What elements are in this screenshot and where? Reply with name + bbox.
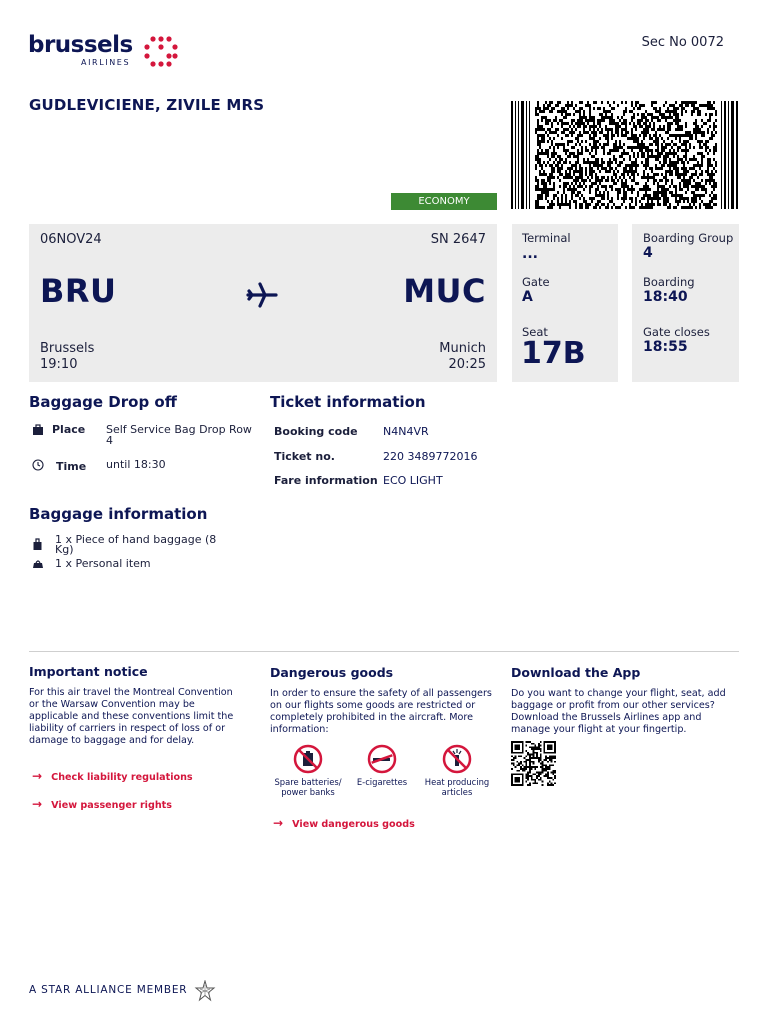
place-label: Place bbox=[52, 423, 86, 436]
terminal-value: ... bbox=[522, 246, 538, 262]
flight-number: SN 2647 bbox=[430, 232, 486, 247]
seat-value: 17B bbox=[521, 336, 586, 371]
arrow-right-icon: → bbox=[32, 797, 43, 811]
plane-icon bbox=[246, 282, 278, 308]
origin-airport-code: BRU bbox=[40, 272, 117, 310]
destination-airport-code: MUC bbox=[403, 272, 486, 310]
section-divider bbox=[29, 651, 739, 652]
important-notice-title: Important notice bbox=[29, 664, 148, 679]
arrival-time: 20:25 bbox=[448, 357, 486, 372]
hand-baggage-icon bbox=[32, 538, 43, 552]
hand-baggage-text: 1 x Piece of hand baggage (8 Kg) bbox=[55, 533, 217, 556]
gate-value: A bbox=[522, 289, 533, 305]
battery-label: Spare batteries/ power banks bbox=[274, 777, 342, 797]
dangerous-goods-link[interactable] bbox=[273, 812, 415, 831]
gate-label: Gate bbox=[522, 275, 550, 289]
arrow-right-icon: → bbox=[273, 816, 284, 830]
place-value: Self Service Bag Drop Row 4 bbox=[106, 423, 252, 447]
app-qr-code[interactable] bbox=[511, 741, 556, 786]
booking-code-value: N4N4VR bbox=[383, 425, 429, 438]
departure-time: 19:10 bbox=[40, 357, 78, 372]
brand-logo-dots-icon bbox=[144, 36, 178, 68]
heat-prohibited-icon bbox=[442, 744, 472, 774]
dangerous-goods-title: Dangerous goods bbox=[270, 665, 394, 680]
dangerous-goods-text: In order to ensure the safety of all passengers on our flights some goods are restricted or completely prohibited in the aircraft. More information: bbox=[270, 688, 492, 735]
download-app-title: Download the App bbox=[511, 665, 641, 680]
brand-logo-subtext: AIRLINES bbox=[81, 58, 131, 67]
passenger-rights-link-label: View passenger rights bbox=[51, 800, 172, 811]
battery-prohibited-icon bbox=[293, 744, 323, 774]
cabin-class-badge: ECONOMY bbox=[391, 193, 497, 210]
boarding-group-label: Boarding Group bbox=[643, 231, 734, 245]
security-number: Sec No 0072 bbox=[641, 35, 724, 50]
booking-code-label: Booking code bbox=[274, 425, 358, 438]
ticket-number-label: Ticket no. bbox=[274, 450, 335, 463]
passenger-rights-link[interactable] bbox=[32, 793, 172, 812]
boarding-time-label: Boarding bbox=[643, 275, 695, 289]
arrow-right-icon: → bbox=[32, 769, 43, 783]
ticket-number-value: 220 3489772016 bbox=[383, 450, 478, 463]
boarding-group-value: 4 bbox=[643, 245, 653, 261]
ticket-info-title: Ticket information bbox=[270, 393, 426, 411]
seat-label: Seat bbox=[522, 325, 548, 339]
flight-date: 06NOV24 bbox=[40, 232, 102, 247]
brand-logo-text: brussels bbox=[28, 32, 133, 58]
star-alliance-logo-icon bbox=[194, 980, 216, 1002]
baggage-drop-title: Baggage Drop off bbox=[29, 393, 177, 411]
fare-info-label: Fare information bbox=[274, 474, 378, 487]
star-alliance-text: A STAR ALLIANCE MEMBER bbox=[29, 984, 188, 996]
download-app-text: Do you want to change your flight, seat, add baggage or profit from our other services? Download the Brussels Airlines app and manage your flight at your fingertip. bbox=[511, 688, 726, 735]
gate-closes-value: 18:55 bbox=[643, 339, 688, 355]
check-liability-link-label: Check liability regulations bbox=[51, 772, 193, 783]
check-liability-link[interactable] bbox=[32, 765, 193, 784]
time-value: until 18:30 bbox=[106, 458, 166, 471]
destination-city: Munich bbox=[439, 341, 486, 356]
ecigarette-prohibited-icon bbox=[367, 744, 397, 774]
boarding-pass-barcode bbox=[511, 101, 739, 209]
suitcase-icon bbox=[32, 424, 44, 436]
terminal-label: Terminal bbox=[522, 231, 571, 245]
personal-item-icon bbox=[32, 558, 44, 569]
fare-info-value: ECO LIGHT bbox=[383, 474, 443, 487]
heat-label: Heat producing articles bbox=[424, 777, 490, 797]
boarding-time-value: 18:40 bbox=[643, 289, 688, 305]
baggage-info-title: Baggage information bbox=[29, 505, 208, 523]
important-notice-text: For this air travel the Montreal Convention or the Warsaw Convention may be applicable and these conventions limit the liability of carriers in respect of loss of or damage to baggage and for delay. bbox=[29, 687, 234, 746]
ecigarette-label: E-cigarettes bbox=[356, 777, 408, 787]
time-label: Time bbox=[56, 460, 87, 473]
passenger-name: GUDLEVICIENE, ZIVILE MRS bbox=[29, 96, 265, 114]
dangerous-goods-link-label: View dangerous goods bbox=[292, 819, 415, 830]
gate-closes-label: Gate closes bbox=[643, 325, 710, 339]
personal-item-text: 1 x Personal item bbox=[55, 557, 151, 570]
clock-icon bbox=[32, 459, 44, 471]
origin-city: Brussels bbox=[40, 341, 95, 356]
